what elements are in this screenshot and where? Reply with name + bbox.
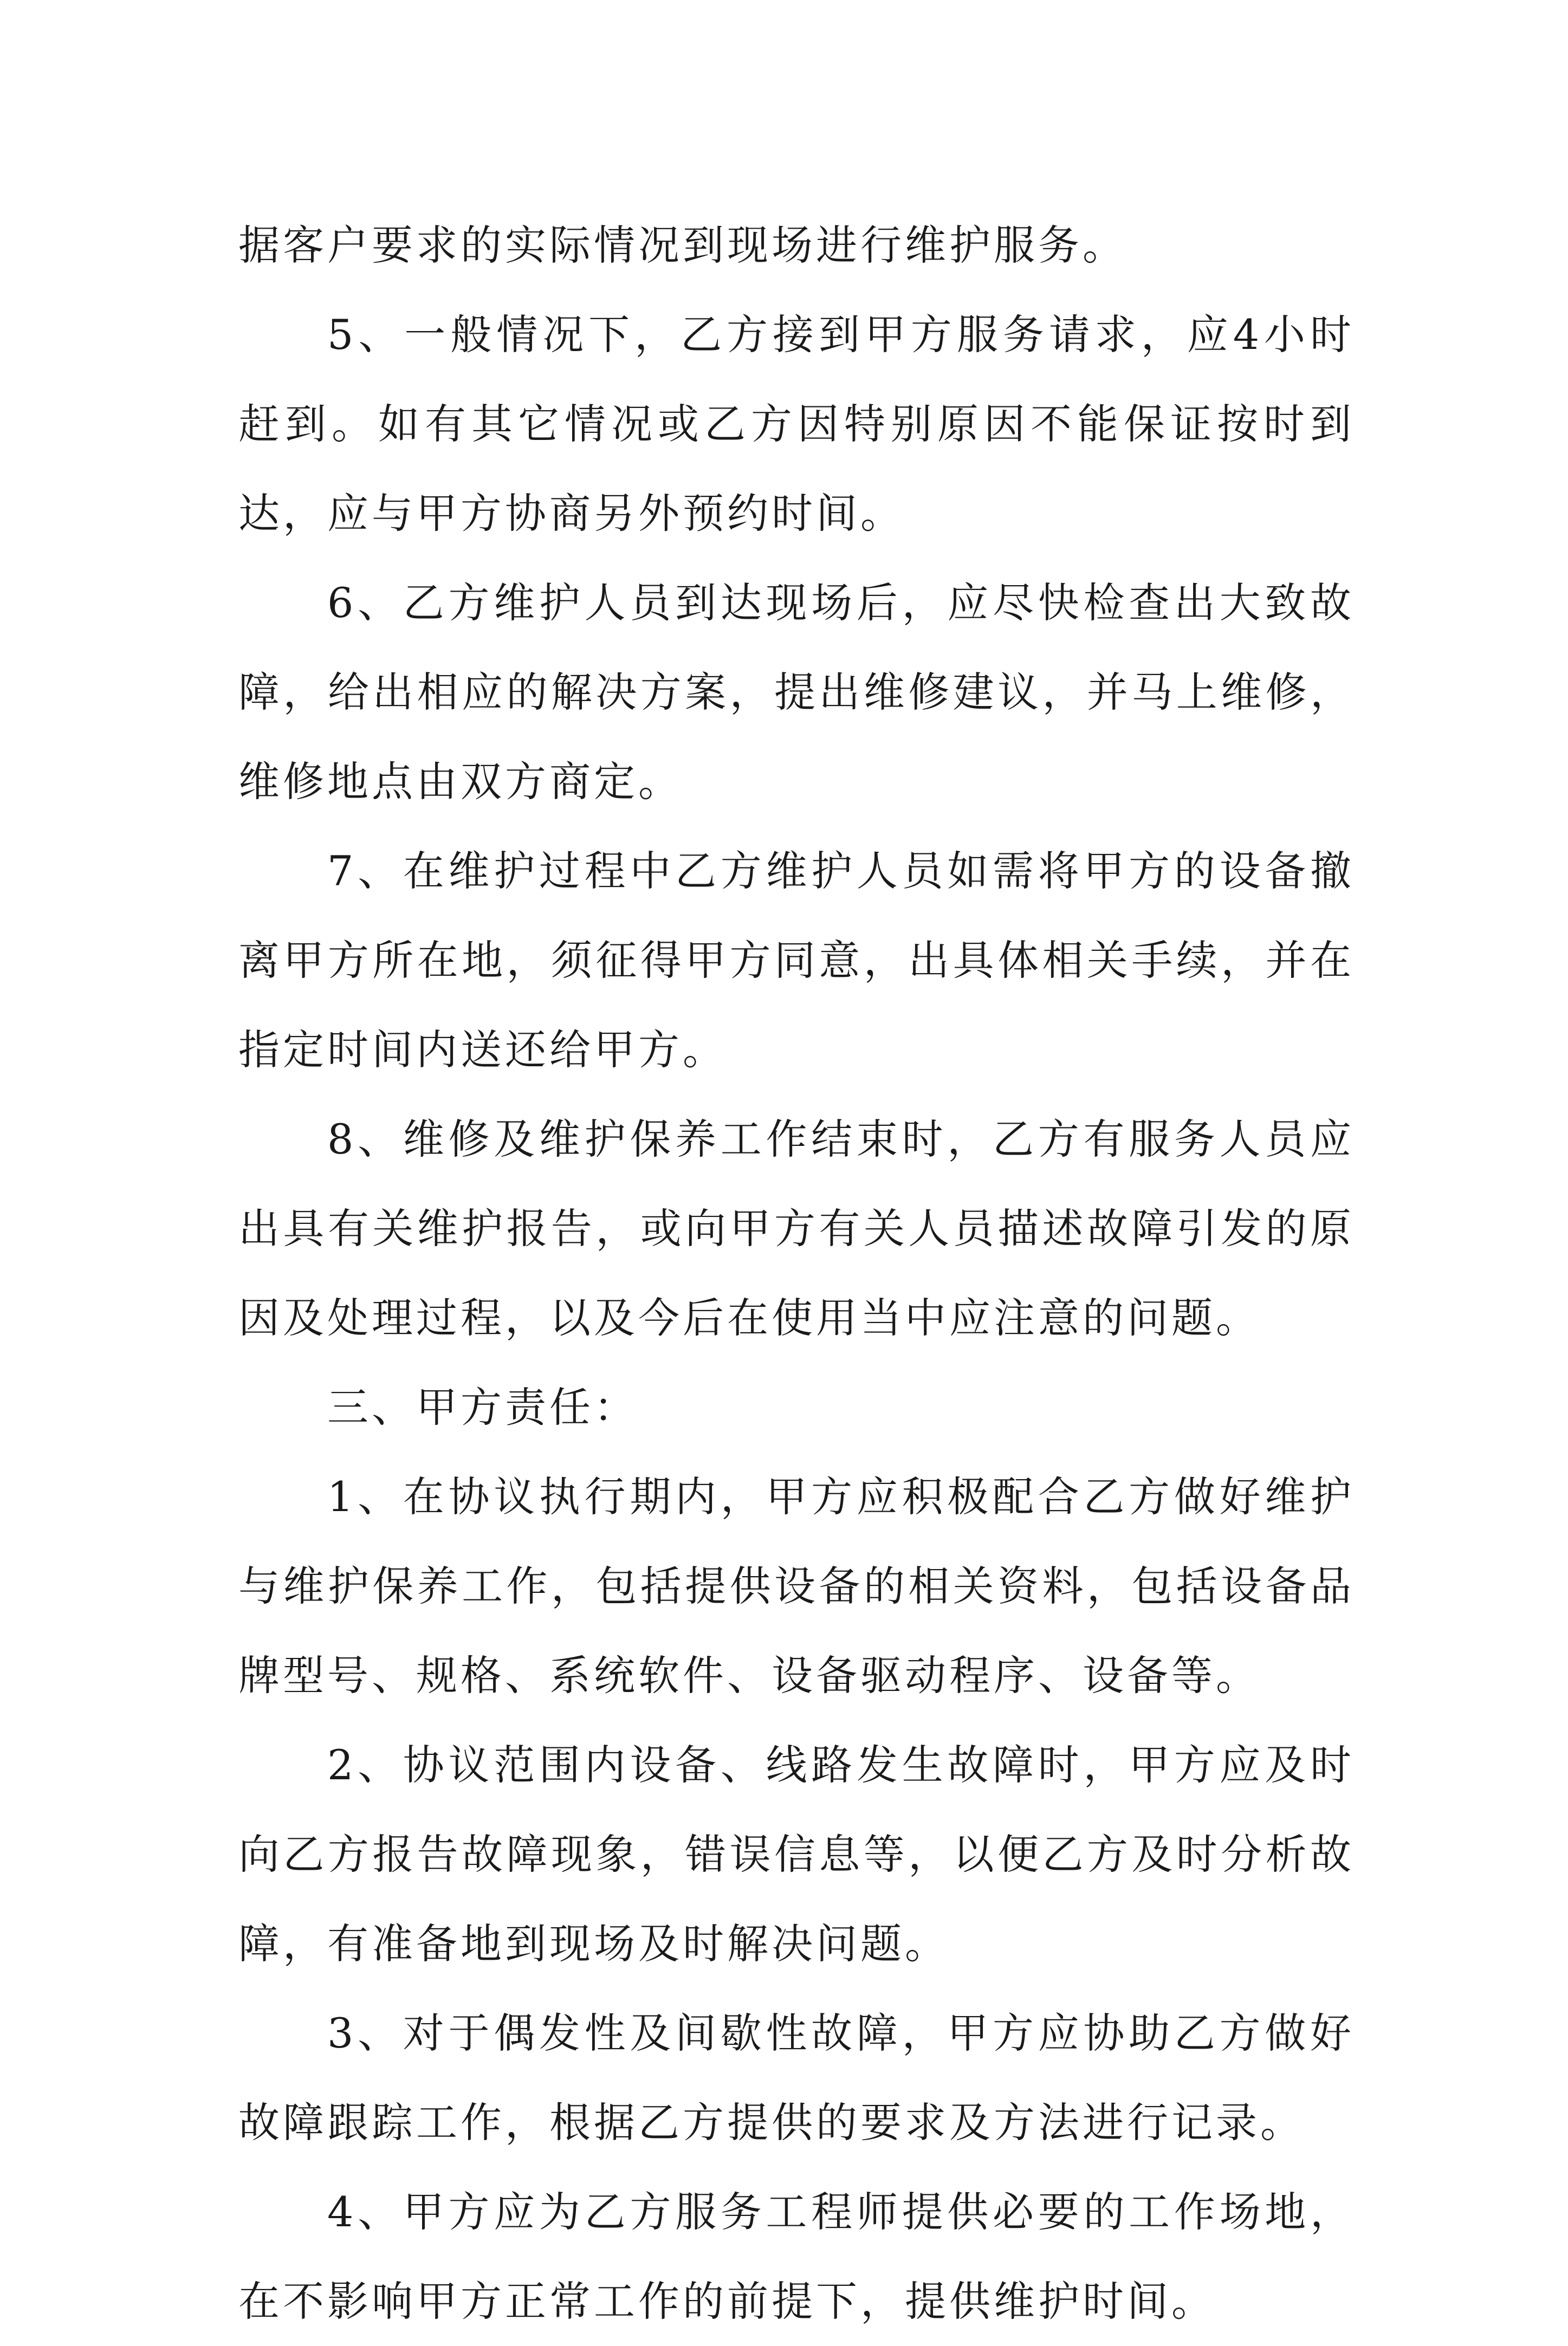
paragraph-item-5: 5、一般情况下，乙方接到甲方服务请求，应4小时赶到。如有其它情况或乙方因特别原因不能保证按时到达，应与甲方协商另外预约时间。	[238, 310, 1355, 537]
section-heading-party-a-responsibilities: 三、甲方责任：	[327, 1383, 638, 1431]
paragraph-party-a-item-4: 4、甲方应为乙方服务工程师提供必要的工作场地，在不影响甲方正常工作的前提下，提供维护时间。	[238, 2188, 1355, 2325]
document-body	[238, 200, 1355, 2346]
paragraph-item-7: 7、在维护过程中乙方维护人员如需将甲方的设备撤离甲方所在地，须征得甲方同意，出具体相关手续，并在指定时间内送还给甲方。	[238, 847, 1355, 1074]
paragraph-item-8: 8、维修及维护保养工作结束时，乙方有服务人员应出具有关维护报告，或向甲方有关人员描述故障引发的原因及处理过程，以及今后在使用当中应注意的问题。	[238, 1115, 1355, 1342]
paragraph-party-a-item-1: 1、在协议执行期内，甲方应积极配合乙方做好维护与维护保养工作，包括提供设备的相关资料，包括设备品牌型号、规格、系统软件、设备驱动程序、设备等。	[238, 1473, 1355, 1700]
paragraph-party-a-item-3: 3、对于偶发性及间歇性故障，甲方应协助乙方做好故障跟踪工作，根据乙方提供的要求及方法进行记录。	[238, 2009, 1355, 2147]
paragraph-item-6: 6、乙方维护人员到达现场后，应尽快检查出大致故障，给出相应的解决方案，提出维修建议，并马上维修，维修地点由双方商定。	[238, 579, 1355, 806]
paragraph-continuation: 据客户要求的实际情况到现场进行维护服务。	[238, 221, 1127, 269]
paragraph-party-a-item-2: 2、协议范围内设备、线路发生故障时，甲方应及时向乙方报告故障现象，错误信息等，以便乙方及时分析故障，有准备地到现场及时解决问题。	[238, 1741, 1355, 1968]
